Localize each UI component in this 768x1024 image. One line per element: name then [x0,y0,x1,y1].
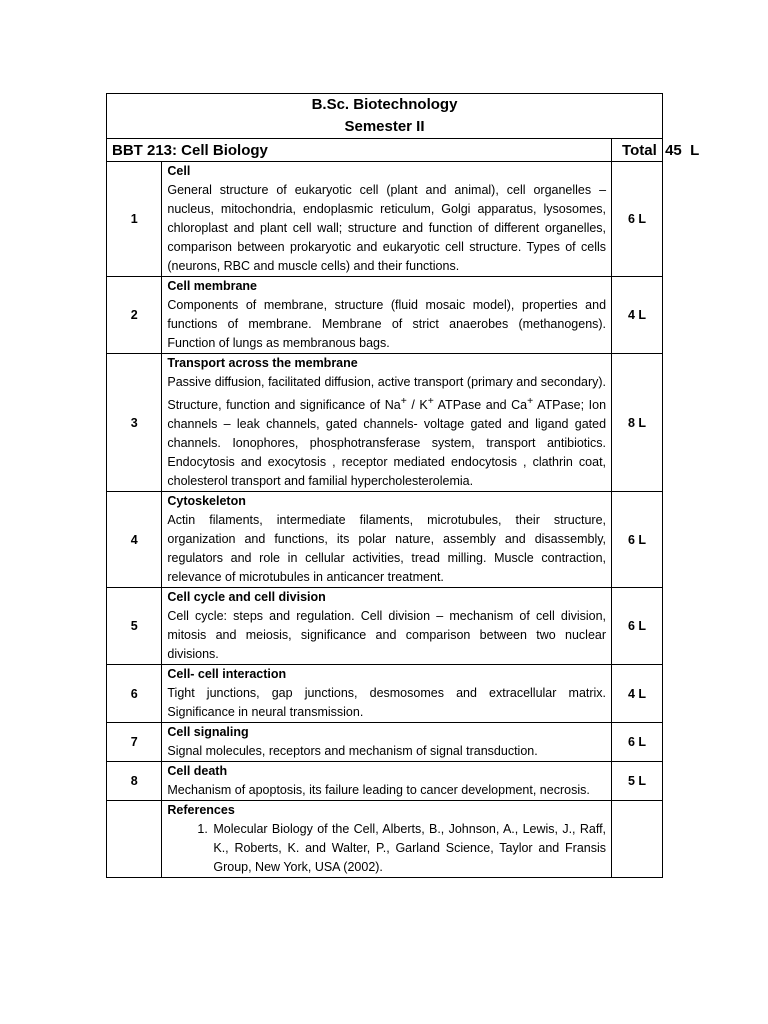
unit-row [107,492,663,588]
unit-text: General structure of eukaryotic cell (plant and animal), cell organelles – nucleus, mitochondria, endoplasmic reticulum, Golgi apparatus, lysosomes, chloroplast and plant cell wall; structure and function of different organelles, comparison between prokaryotic and eukaryotic cell structure. Types of cells (neurons, RBC and muscle cells) and their functions. [167,183,607,273]
references-row [107,801,663,878]
reference-item [197,820,606,877]
course-row [107,139,663,162]
unit-content [162,762,612,801]
course-title: BBT 213: Cell Biology [107,139,612,162]
unit-text: Components of membrane, structure (fluid mosaic model), properties and functions of membrane. Membrane of strict anaerobes (methanogens). Function of lungs as membranous bags. [167,298,607,350]
unit-hours: 6 L [612,588,663,665]
unit-text: Cell cycle: steps and regulation. Cell division – mechanism of cell division, mitosis and meiosis, significance and comparison between two nuclear divisions. [167,609,607,662]
superscript-plus: + [427,396,434,407]
unit-title: Transport across the membrane [167,356,358,370]
unit-text: Mechanism of apoptosis, its failure leading to cancer development, necrosis. [167,783,590,798]
unit-hours: 4 L [612,665,663,723]
reference-number: 1. [197,822,208,837]
unit-text: Signal molecules, receptors and mechanism of signal transduction. [167,744,538,759]
unit-text-part: / K [406,398,428,413]
references-list [167,820,606,877]
unit-hours: 5 L [612,762,663,801]
references-title: References [167,803,235,818]
references-hours-cell [612,801,663,878]
unit-number: 1 [107,162,162,277]
unit-row [107,762,663,801]
unit-number: 6 [107,665,162,723]
unit-hours: 6 L [612,723,663,762]
superscript-plus: + [527,396,534,407]
unit-content [162,723,612,762]
unit-number: 8 [107,762,162,801]
unit-hours: 6 L [612,162,663,277]
superscript-plus: + [400,396,407,407]
unit-text [167,373,606,491]
program-header-row [107,94,663,139]
unit-row [107,162,663,277]
unit-row [107,723,663,762]
unit-row [107,665,663,723]
unit-hours: 4 L [612,277,663,354]
program-header [107,94,663,139]
unit-content [162,354,612,492]
unit-content [162,665,612,723]
unit-text: Actin filaments, intermediate filaments, microtubules, their structure, organization and functions, its polar nature, assembly and disassembly, regulators and role in cellular activities, tread milling. Muscle contraction, relevance of microtubules in anticancer treatment. [167,513,607,585]
unit-content [162,277,612,354]
unit-number: 4 [107,492,162,588]
unit-title: Cytoskeleton [167,494,246,509]
unit-number: 2 [107,277,162,354]
unit-hours: 8 L [612,354,663,492]
unit-text-part: Passive diffusion, facilitated diffusion, active transport (primary and secondary). Structure, function and significance of Na [167,375,607,413]
unit-text-part: ATPase; Ion channels – leak channels, gated channels- voltage gated and ligand gated channels. Ionophores, phosphotransferase system, transport antibiotics. Endocytosis and exocytosis , receptor mediated endocytosis , clathrin coat, cholesterol transport and familial hypercholesterolemia. [167,398,607,489]
unit-title: Cell membrane [167,279,257,293]
unit-content [162,492,612,588]
syllabus-table [106,93,700,878]
unit-text-part: ATPase and Ca [433,398,528,413]
semester-title: Semester II [344,118,425,135]
unit-hours: 6 L [612,492,663,588]
unit-row [107,277,663,354]
unit-title: Cell death [167,764,228,779]
unit-title: Cell [167,164,191,178]
unit-title: Cell- cell interaction [167,667,287,682]
unit-text: Tight junctions, gap junctions, desmosomes and extracellular matrix. Significance in neural transmission. [167,686,607,720]
unit-number: 7 [107,723,162,762]
unit-number: 5 [107,588,162,665]
unit-content [162,588,612,665]
unit-title: Cell cycle and cell division [167,590,326,605]
course-total-hours: Total 45 L [612,139,663,162]
unit-content [162,162,612,277]
reference-text: Molecular Biology of the Cell, Alberts, B., Johnson, A., Lewis, J., Raff, K., Roberts, K. and Walter, P., Garland Science, Taylor and Fransis Group, New York, USA (2002). [213,822,607,875]
unit-row [107,588,663,665]
unit-title: Cell signaling [167,725,249,740]
program-title: B.Sc. Biotechnology [311,96,458,113]
references-content [162,801,612,878]
unit-number: 3 [107,354,162,492]
unit-row [107,354,663,492]
references-number-cell [107,801,162,878]
